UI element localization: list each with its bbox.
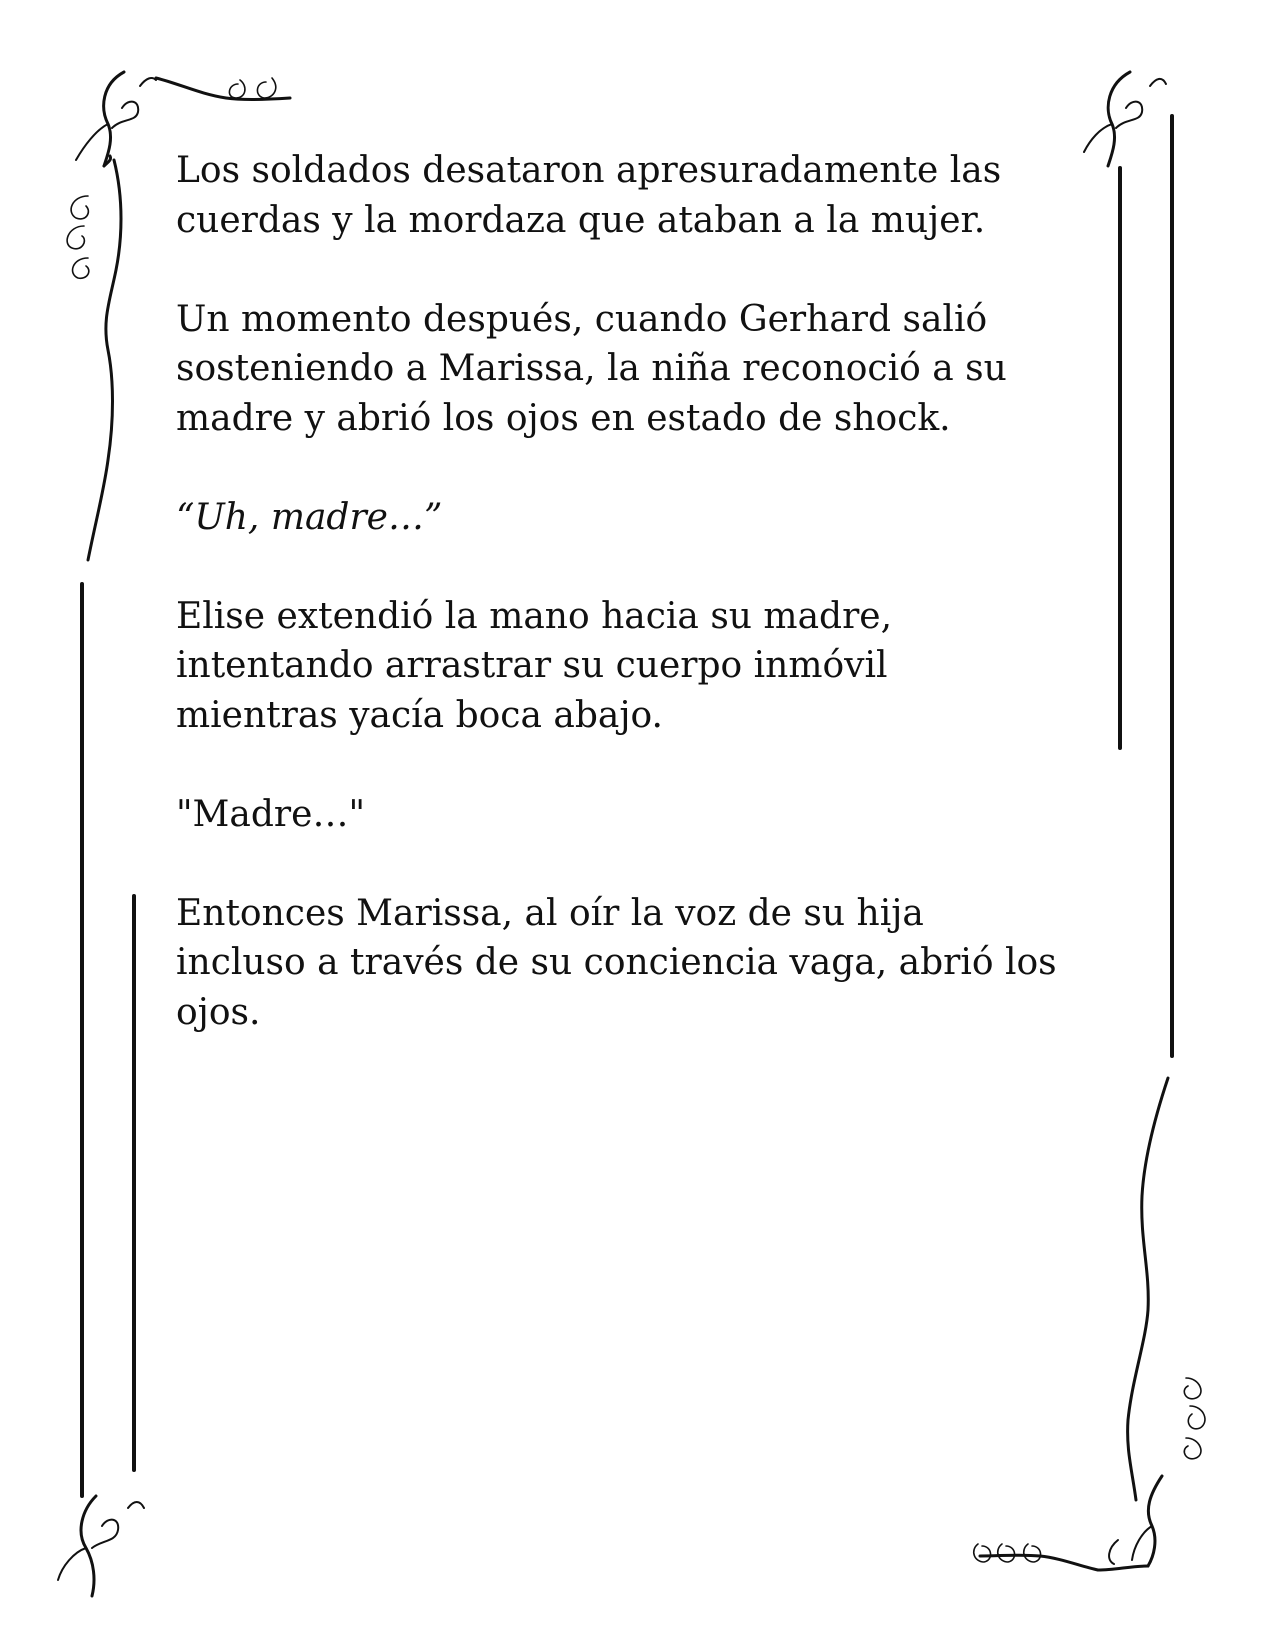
text-line: incluso a través de su conciencia vaga, abrió los (176, 942, 1057, 983)
body-text (176, 146, 1096, 1087)
text-line: ojos. (176, 991, 261, 1033)
text-line: Un momento después, cuando Gerhard salió (176, 298, 988, 340)
paragraph (176, 146, 1096, 245)
text-line: Elise extendió la mano hacia su madre, (176, 595, 893, 637)
text-line: Los soldados desataron apresuradamente las (176, 150, 1002, 191)
paragraph (176, 493, 1096, 543)
paragraph (176, 889, 1096, 1038)
text-line: mientras yacía boca abajo. (176, 694, 663, 736)
text-line: cuerdas y la mordaza que ataban a la mujer. (176, 199, 986, 241)
bottom-left-flourish (58, 1496, 144, 1596)
text-line: sosteniendo a Marissa, la niña reconoció a su (176, 348, 1007, 389)
text-line: Entonces Marissa, al oír la voz de su hija (176, 892, 924, 934)
bottom-right-flourish (974, 1078, 1205, 1570)
text-line: intentando arrastrar su cuerpo inmóvil (176, 645, 888, 686)
text-line: "Madre…" (176, 793, 365, 835)
top-right-flourish (1084, 72, 1166, 166)
text-line: madre y abrió los ojos en estado de shock. (176, 397, 951, 439)
paragraph (176, 790, 1096, 840)
paragraph (176, 295, 1096, 444)
paragraph (176, 592, 1096, 741)
text-line: “Uh, madre…” (176, 496, 443, 538)
